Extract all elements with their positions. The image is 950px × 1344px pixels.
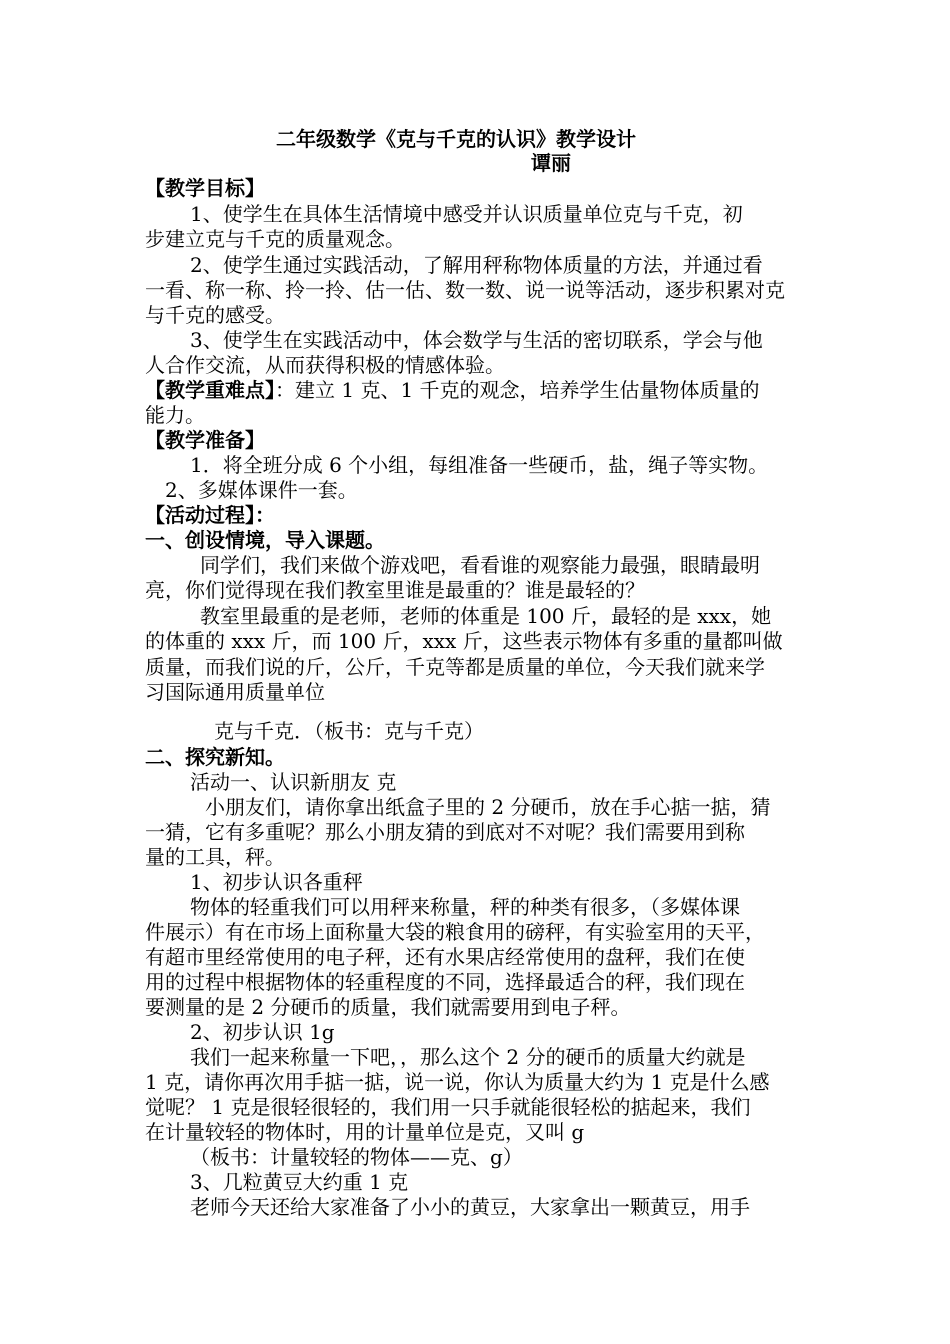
goal-2-line-1: 2、使学生通过实践活动，了解用秤称物体质量的方法，并通过看 xyxy=(190,253,763,277)
subsection-1-title: 1、初步认识各重秤 xyxy=(190,870,363,894)
activity-1-title: 活动一、认识新朋友 克 xyxy=(190,770,397,794)
board-note-2: （板书：计量较轻的物体——克、g） xyxy=(190,1145,523,1169)
paragraph-2-line-3: 质量，而我们说的斤，公斤，千克等都是质量的单位，今天我们就来学 xyxy=(145,655,765,679)
paragraph-3-line-1: 小朋友们，请你拿出纸盒子里的 2 分硬币，放在手心掂一掂，猜 xyxy=(205,795,771,819)
paragraph-4-line-2: 件展示）有在市场上面称量大袋的粮食用的磅秤，有实验室用的天平， xyxy=(145,920,765,944)
paragraph-1-line-1: 同学们，我们来做个游戏吧，看看谁的观察能力最强，眼睛最明 xyxy=(200,553,760,577)
key-points-text: ：建立 1 克、1 千克的观念，培养学生估量物体质量的 xyxy=(275,378,760,402)
paragraph-2-line-2: 的体重的 xxx 斤，而 100 斤，xxx 斤，这些表示物体有多重的量都叫做 xyxy=(145,629,783,653)
author-name: 谭丽 xyxy=(531,151,571,175)
goal-3-line-2: 人合作交流，从而获得积极的情感体验。 xyxy=(145,353,505,377)
key-points-line-1 xyxy=(145,377,760,403)
process-heading: 【活动过程】： xyxy=(145,503,275,527)
paragraph-4-line-3: 有超市里经常使用的电子秤，还有水果店经常使用的盘秤，我们在使 xyxy=(145,945,745,969)
preparation-item-2: 2、多媒体课件一套。 xyxy=(165,478,358,502)
part-2-heading: 二、探究新知。 xyxy=(145,745,285,769)
subsection-3-title: 3、几粒黄豆大约重 1 克 xyxy=(190,1170,409,1194)
subsection-2-title: 2、初步认识 1g xyxy=(190,1020,335,1044)
key-points-heading: 【教学重难点】 xyxy=(145,378,275,402)
paragraph-1-line-2: 亮，你们觉得现在我们教室里谁是最重的？谁是最轻的？ xyxy=(145,578,645,602)
paragraph-4-line-1: 物体的轻重我们可以用秤来称量，秤的种类有很多，（多媒体课 xyxy=(190,895,740,919)
goal-1-line-2: 步建立克与千克的质量观念。 xyxy=(145,227,405,251)
document-title: 二年级数学《克与千克的认识》教学设计 xyxy=(276,127,636,151)
preparation-heading: 【教学准备】 xyxy=(145,428,265,452)
paragraph-2-line-1: 教室里最重的是老师，老师的体重是 100 斤，最轻的是 xxx，她 xyxy=(200,604,772,628)
goal-2-line-2: 一看、称一称、拎一拎、估一估、数一数、说一说等活动，逐步积累对克 xyxy=(145,278,785,302)
paragraph-3-line-2: 一猜，它有多重呢？那么小朋友猜的到底对不对呢？我们需要用到称 xyxy=(145,820,745,844)
part-1-heading: 一、创设情境，导入课题。 xyxy=(145,528,385,552)
goal-3-line-1: 3、使学生在实践活动中，体会数学与生活的密切联系，学会与他 xyxy=(190,328,763,352)
paragraph-5-line-3: 觉呢？ 1 克是很轻很轻的，我们用一只手就能很轻松的掂起来，我们 xyxy=(145,1095,751,1119)
paragraph-5-line-4: 在计量较轻的物体时，用的计量单位是克，又叫 g xyxy=(145,1120,585,1144)
preparation-item-1: 1．将全班分成 6 个小组，每组准备一些硬币，盐，绳子等实物。 xyxy=(190,453,769,477)
goals-heading: 【教学目标】 xyxy=(145,176,265,200)
paragraph-2-line-4: 习国际通用质量单位 xyxy=(145,680,325,704)
paragraph-4-line-4: 用的过程中根据物体的轻重程度的不同，选择最适合的秤，我们现在 xyxy=(145,970,745,994)
paragraph-3-line-3: 量的工具，秤。 xyxy=(145,845,285,869)
paragraph-4-line-5: 要测量的是 2 分硬币的质量，我们就需要用到电子秤。 xyxy=(145,995,631,1019)
goal-1-line-1: 1、使学生在具体生活情境中感受并认识质量单位克与千克，初 xyxy=(190,202,743,226)
goal-2-line-3: 与千克的感受。 xyxy=(145,303,285,327)
paragraph-5-line-2: 1 克，请你再次用手掂一掂，说一说，你认为质量大约为 1 克是什么感 xyxy=(145,1070,770,1094)
board-note-1: 克与千克．（板书：克与千克） xyxy=(214,719,484,743)
paragraph-5-line-1: 我们一起来称量一下吧，，那么这个 2 分的硬币的质量大约就是 xyxy=(190,1045,746,1069)
key-points-line-2: 能力。 xyxy=(145,403,205,427)
paragraph-6-line-1: 老师今天还给大家准备了小小的黄豆，大家拿出一颗黄豆，用手 xyxy=(190,1195,750,1219)
